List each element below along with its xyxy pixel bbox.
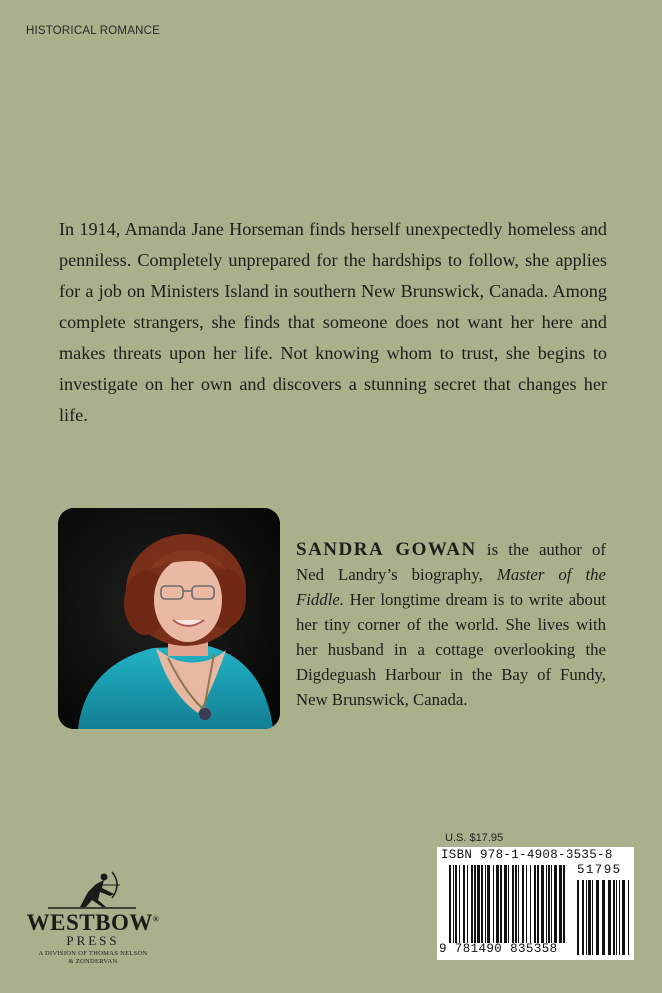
author-bio <box>296 537 606 712</box>
author-bio-text-1: is the author of Ned Landry’s biography, <box>296 540 606 584</box>
author-name: SANDRA GOWAN <box>296 539 477 560</box>
isbn-number: ISBN 978-1-4908-3535-8 <box>441 848 613 862</box>
price-supplement-digits: 51795 <box>577 863 622 877</box>
author-bio-text-2: Her longtime dream is to write about her tiny corner of the world. She lives with her husband in a cottage overlooking the Digdeguash Harbour in the Bay of Fundy, New Brunswick, Canada. <box>296 590 606 709</box>
referenced-book-title: Master of the Fiddle. <box>296 565 606 609</box>
book-blurb: In 1914, Amanda Jane Horseman finds herself unexpectedly homeless and penniless. Completely unprepared for the hardships to follow, she applies for a job on Ministers Island in southern New Brunswick, Canada. Among complete strangers, she finds that someone does not want her here and makes threats upon her life. Not knowing whom to trust, she begins to investigate on her own and discovers a stunning secret that changes her life. <box>59 219 607 425</box>
publisher-press: PRESS <box>66 933 120 948</box>
ean-digits: 9 781490 835358 <box>439 942 558 956</box>
publisher-logo <box>18 870 168 980</box>
archer-icon <box>18 870 168 912</box>
isbn-barcode <box>437 847 634 960</box>
author-photo <box>58 508 280 729</box>
publisher-name: WESTBOW® <box>26 910 160 935</box>
publisher-division: A DIVISION OF THOMAS NELSON & ZONDERVAN <box>38 950 148 965</box>
genre-label: HISTORICAL ROMANCE <box>26 25 160 37</box>
price-label: U.S. $17.95 <box>445 832 504 844</box>
